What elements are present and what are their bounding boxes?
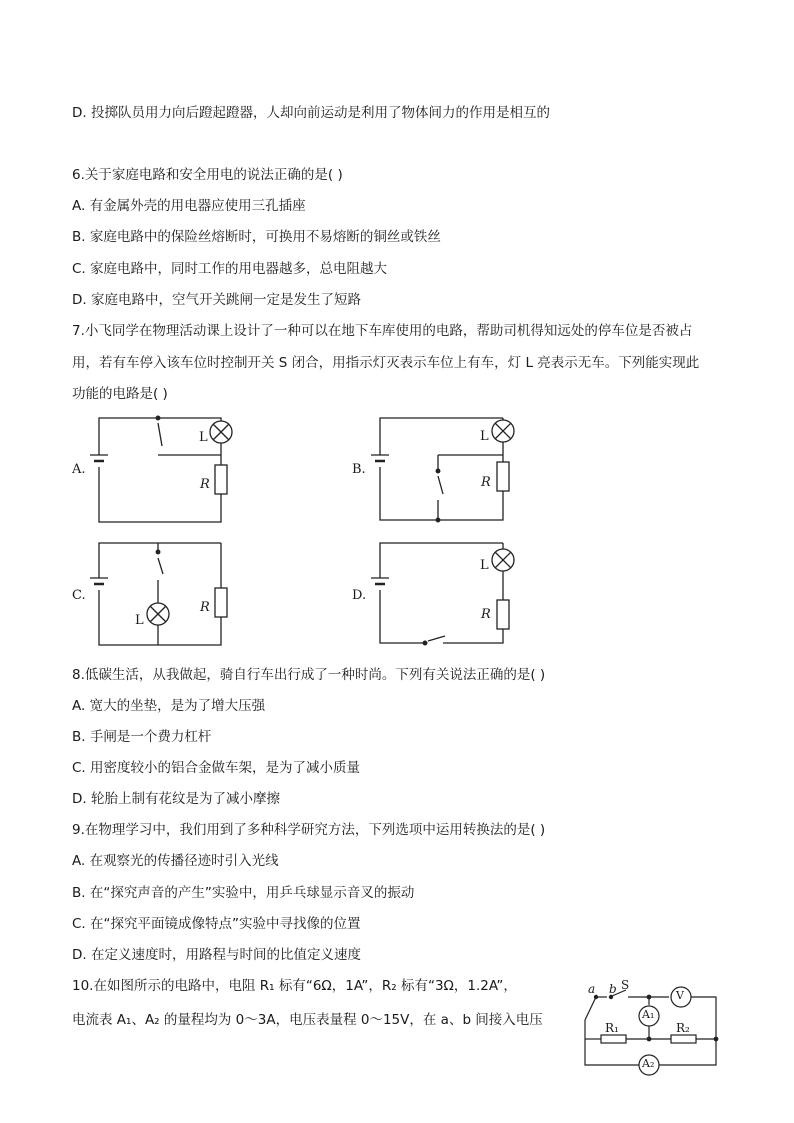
q6-stem: 6.关于家庭电路和安全用电的说法正确的是( ) — [72, 167, 343, 183]
q9-stem: 9.在物理学习中，我们用到了多种科学研究方法，下列选项中运用转换法的是( ) — [72, 822, 546, 838]
q9-option-b: B. 在“探究声音的产生”实验中，用乒乓球显示音叉的振动 — [72, 885, 415, 901]
q10-switch-label: S — [621, 978, 630, 992]
circuit-d-resistor-label: R — [481, 607, 491, 622]
q10-stem-line2: 电流表 A₁、A₂ 的量程均为 0～3A，电压表量程 0～15V，在 a、b 间接入电压 — [72, 1012, 543, 1028]
q10-ammeter2-label: A₂ — [642, 1057, 655, 1070]
q8-stem: 8.低碳生活，从我做起，骑自行车出行成了一种时尚。下列有关说法正确的是( ) — [72, 667, 546, 683]
q10-r2-label: R₂ — [676, 1021, 690, 1035]
q5-option-d: D. 投掷队员用力向后蹬起蹬器，人却向前运动是利用了物体间力的作用是相互的 — [72, 105, 550, 121]
circuit-d-option-label: D. — [352, 588, 367, 603]
q9-option-d: D. 在定义速度时，用路程与时间的比值定义速度 — [72, 947, 361, 963]
circuit-b-option-label: B. — [352, 462, 366, 477]
q8-option-d: D. 轮胎上制有花纹是为了减小摩擦 — [72, 791, 280, 807]
circuit-a-lamp-label: L — [199, 430, 208, 445]
q7-stem-line2: 用，若有车停入该车位时控制开关 S 闭合，用指示灯灭表示车位上有车，灯 L 亮表示无车。下列能实现此 — [72, 355, 700, 371]
circuit-c-option-label: C. — [72, 588, 86, 603]
q10-terminal-b: b — [609, 982, 617, 996]
q8-option-b: B. 手闸是一个费力杠杆 — [72, 729, 212, 745]
q6-option-d: D. 家庭电路中，空气开关跳闸一定是发生了短路 — [72, 292, 361, 308]
circuit-d-lamp-label: L — [480, 558, 489, 573]
circuit-b-resistor-label: R — [481, 475, 491, 490]
q9-option-c: C. 在“探究平面镜成像特点”实验中寻找像的位置 — [72, 916, 361, 932]
q10-stem-line1: 10.在如图所示的电路中，电阻 R₁ 标有“6Ω，1A”，R₂ 标有“3Ω，1.2A”， — [72, 978, 517, 994]
circuit-c-resistor-label: R — [200, 600, 210, 615]
q7-stem-line1: 7.小飞同学在物理活动课上设计了一种可以在地下车库使用的电路，帮助司机得知远处的停车位是否被占 — [72, 323, 693, 339]
q10-ammeter1-label: A₁ — [642, 1008, 655, 1021]
q10-voltmeter-label: V — [676, 989, 684, 1002]
q6-option-c: C. 家庭电路中，同时工作的用电器越多，总电阻越大 — [72, 261, 388, 277]
q8-option-a: A. 宽大的坐垫，是为了增大压强 — [72, 698, 266, 714]
circuit-a-option-label: A. — [72, 462, 86, 477]
circuit-b-lamp-label: L — [480, 429, 489, 444]
q10-r1-label: R₁ — [605, 1021, 619, 1035]
q8-option-c: C. 用密度较小的铝合金做车架，是为了减小质量 — [72, 760, 361, 776]
q7-stem-line3: 功能的电路是( ) — [72, 386, 168, 402]
q9-option-a: A. 在观察光的传播径迹时引入光线 — [72, 853, 279, 869]
q10-terminal-a: a — [588, 982, 596, 996]
circuit-c-lamp-label: L — [135, 613, 144, 628]
circuit-a-resistor-label: R — [200, 477, 210, 492]
q6-option-a: A. 有金属外壳的用电器应使用三孔插座 — [72, 198, 306, 214]
q6-option-b: B. 家庭电路中的保险丝熔断时，可换用不易熔断的铜丝或铁丝 — [72, 229, 441, 245]
